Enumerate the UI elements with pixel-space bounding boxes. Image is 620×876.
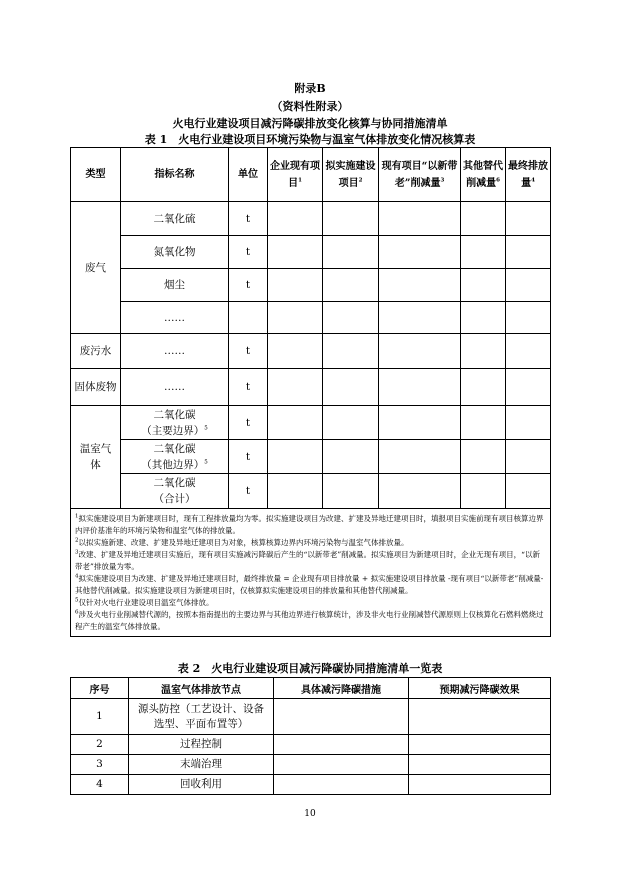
row-number: 1 — [71, 699, 129, 735]
header-type: 类型 — [71, 148, 121, 202]
emission-node: 源头防控（工艺设计、设备 选型、平面布置等） — [129, 699, 274, 735]
emission-accounting-table — [70, 147, 551, 637]
table-row — [71, 334, 551, 369]
indicator-name: …… — [121, 334, 229, 369]
table-row — [71, 406, 551, 440]
emission-node: 过程控制 — [129, 735, 274, 755]
header-yixindailao: 现有项目“以新带老”削减量$^3$ — [379, 148, 461, 202]
unit-cell: t — [229, 406, 268, 440]
table1-notes-row — [71, 509, 551, 637]
type-waste-gas: 废气 — [71, 202, 121, 334]
indicator-name: 烟尘 — [121, 269, 229, 302]
table-row — [71, 202, 551, 236]
note-item: $^4$拟实施建设项目为改建、扩建及异地迁建项目时，最终排放量 = 企业现有项目排放量 + 拟实施建设项目排放量 -现有项目“以新带老”削减量-其他替代削减量。拟实施建设项目为新建项目时，仅核算拟实施建设项目的排放量和其他替代削减量。 — [75, 573, 544, 595]
table-row — [71, 369, 551, 406]
indicator-name: 氮氧化物 — [121, 236, 229, 269]
header-no: 序号 — [71, 678, 129, 699]
indicator-name: 二氧化硫 — [121, 202, 229, 236]
unit-cell: t — [229, 474, 268, 509]
table-row — [71, 302, 551, 334]
unit-cell: t — [229, 369, 268, 406]
indicator-name: 二氧化碳 （其他边界）$^5$ — [121, 440, 229, 474]
table-row — [71, 735, 551, 755]
header-node: 温室气体排放节点 — [129, 678, 274, 699]
header-existing: 企业现有项目$^1$ — [268, 148, 323, 202]
table-row — [71, 269, 551, 302]
emission-node: 回收利用 — [129, 775, 274, 795]
table-row — [71, 236, 551, 269]
table-row — [71, 474, 551, 509]
table2-header-row — [71, 678, 551, 699]
unit-cell: t — [229, 440, 268, 474]
type-waste-water: 废污水 — [71, 334, 121, 369]
table1-caption: 表 1 火电行业建设项目环境污染物与温室气体排放变化情况核算表 — [144, 133, 476, 146]
row-number: 4 — [71, 775, 129, 795]
table1-notes — [71, 509, 551, 637]
header-unit: 单位 — [229, 148, 268, 202]
note-item: $^6$涉及火电行业削减替代源的，按照本指南提出的主要边界与其他边界进行核算统计，涉及非火电行业削减替代源原则上仅核算化石燃料燃烧过程产生的温室气体排放量。 — [75, 609, 544, 631]
header-other-reduction: 其他替代削减量$^6$ — [461, 148, 506, 202]
table-row — [71, 755, 551, 775]
note-item: $^5$仅针对火电行业建设项目温室气体排放。 — [75, 597, 214, 607]
indicator-name: 二氧化碳 （合计） — [121, 474, 229, 509]
unit-cell: t — [229, 334, 268, 369]
type-solid-waste: 固体废物 — [71, 369, 121, 406]
indicator-name: …… — [121, 302, 229, 334]
indicator-name: …… — [121, 369, 229, 406]
unit-cell: t — [229, 269, 268, 302]
row-number: 3 — [71, 755, 129, 775]
emission-node: 末端治理 — [129, 755, 274, 775]
type-ghg: 温室气体 — [71, 406, 121, 509]
header-indicator: 指标名称 — [121, 148, 229, 202]
indicator-name: 二氧化碳 （主要边界）$^5$ — [121, 406, 229, 440]
appendix-nature: （资料性附录） — [271, 100, 349, 113]
unit-cell: t — [229, 236, 268, 269]
unit-cell: t — [229, 202, 268, 236]
unit-cell — [229, 302, 268, 334]
measures-table — [70, 677, 551, 795]
row-number: 2 — [71, 735, 129, 755]
table-row — [71, 440, 551, 474]
table-row — [71, 775, 551, 795]
appendix-title: 火电行业建设项目减污降碳排放变化核算与协同措施清单 — [172, 117, 448, 130]
table2-caption: 表 2 火电行业建设项目减污降碳协同措施清单一览表 — [177, 662, 443, 675]
table-row — [71, 699, 551, 735]
note-item: $^2$以拟实施新建、改建、扩建及异地迁建项目为对象，核算核算边界内环境污染物与温室气体排放量。 — [75, 537, 409, 547]
header-measures: 具体减污降碳措施 — [274, 678, 409, 699]
note-item: $^1$拟实施建设项目为新建项目时，现有工程排放量均为零。拟实施建设项目为改建、扩建及异地迁建项目时，填报项目实施前现有项目核算边界内评价基准年的环境污染物和温室气体的排放量。 — [75, 513, 544, 535]
header-effect: 预期减污降碳效果 — [409, 678, 551, 699]
header-final: 最终排放量$^4$ — [506, 148, 551, 202]
header-proposed: 拟实施建设项目$^2$ — [323, 148, 379, 202]
appendix-label: 附录B — [294, 82, 326, 95]
note-item: $^3$改建、扩建及异地迁建项目实施后，现有项目实施减污降碳后产生的“以新带老”削减量。拟实施项目为新建项目时，企业无现有项目，“以新带老”排放量为零。 — [75, 549, 540, 571]
page-number: 10 — [304, 809, 316, 819]
table1-header-row — [71, 148, 551, 202]
